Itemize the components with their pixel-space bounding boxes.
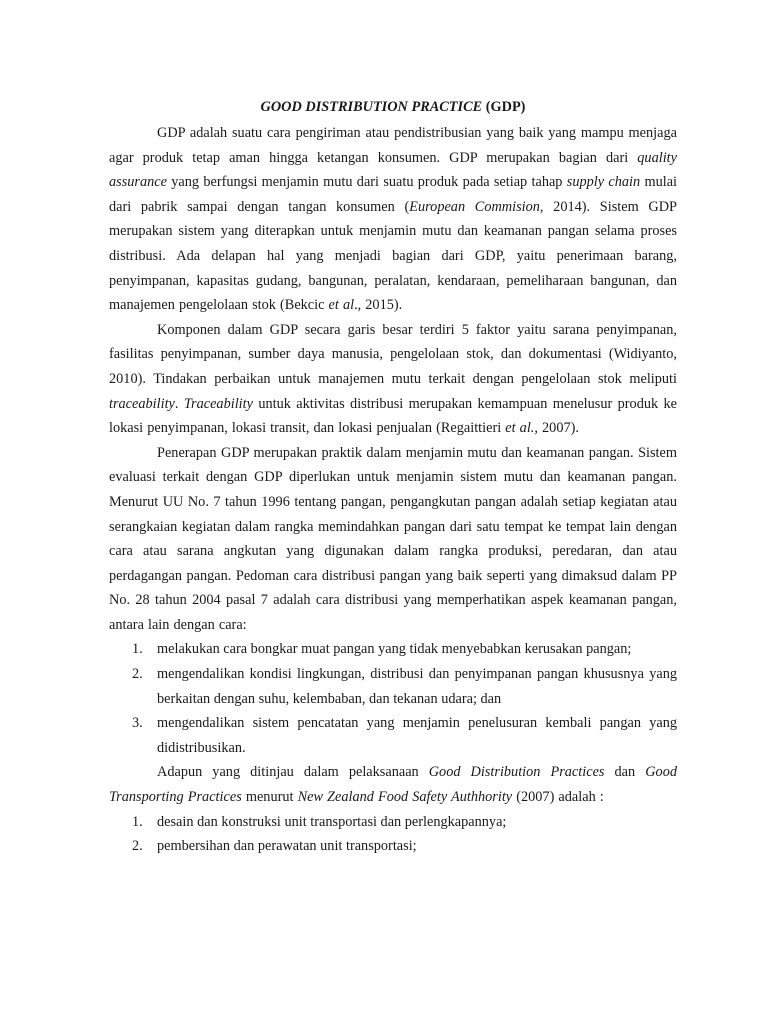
- list-item-number: 2.: [132, 838, 143, 855]
- list-item-text: melakukan cara bongkar muat pangan yang tidak menyebabkan kerusakan pangan;: [157, 641, 632, 658]
- list-item-number: 2.: [132, 666, 143, 683]
- text-run: GDP adalah suatu cara pengiriman atau pendistribusian yang baik yang mampu menjaga agar produk tetap aman hingga ketangan konsumen. GDP merupakan bagian dari: [109, 125, 677, 166]
- text-run: untuk aktivitas distribusi merupakan kemampuan menelusur produk ke lokasi penyimpanan, lokasi transit, dan lokasi penjualan (Regaittieri: [109, 395, 677, 437]
- italic-text-run: supply chain: [566, 174, 641, 191]
- list-item-number: 1.: [132, 641, 143, 658]
- italic-text-run: New Zealand Food Safety Authhority: [297, 789, 513, 806]
- list-item-text: mengendalikan sistem pencatatan yang menjamin penelusuran kembali pangan yang didistribusikan.: [157, 715, 677, 756]
- list-item-text: mengendalikan kondisi lingkungan, distribusi dan penyimpanan pangan khususnya yang berkaitan dengan suhu, kelembaban, dan tekanan udara; dan: [157, 666, 677, 707]
- text-run: mulai dari pabrik sampai dengan tangan konsumen (: [109, 174, 678, 215]
- italic-text-run: quality assurance: [109, 149, 677, 191]
- list-item: [109, 810, 677, 835]
- list-item-number: 1.: [132, 813, 143, 830]
- text-run: menurut: [241, 789, 298, 806]
- italic-text-run: Good Distribution Practices: [428, 764, 605, 781]
- italic-text-run: et al: [328, 297, 355, 314]
- text-run: dan: [604, 764, 646, 781]
- document-page: [109, 95, 677, 859]
- paragraph-4: [109, 760, 677, 809]
- document-title: [109, 95, 677, 119]
- list-item: [109, 711, 677, 760]
- italic-text-run: et al.,: [505, 420, 538, 437]
- italic-text-run: Good Transporting Practices: [109, 764, 677, 806]
- list-item-text: desain dan konstruksi unit transportasi dan perlengkapannya;: [157, 813, 507, 830]
- paragraph-1: [109, 121, 677, 318]
- list-item: [109, 637, 677, 662]
- paragraph-2: [109, 318, 677, 441]
- italic-text-run: European Commision: [409, 198, 540, 215]
- list-item: [109, 834, 677, 859]
- italic-text-run: Traceability: [183, 395, 253, 412]
- text-run: , 2014). Sistem GDP merupakan sistem yang diterapkan untuk menjamin mutu dan keamanan pangan selama proses distribusi. Ada delapan hal yang menjadi bagian dari GDP, yaitu penerimaan barang, penyimpanan, kapasitas gudang, bangunan, peralatan, kendaraan, pemeliharaan bangunan, dan manajemen pengelolaan stok (Bekcic: [109, 198, 677, 314]
- text-run: ., 2015).: [354, 297, 403, 314]
- text-run: .: [174, 395, 184, 412]
- text-run: 2007).: [537, 420, 579, 437]
- text-run: (2007) adalah :: [512, 789, 604, 806]
- text-run: Penerapan GDP merupakan praktik dalam menjamin mutu dan keamanan pangan. Sistem evaluasi terkait dengan GDP diperlukan untuk menjamin sistem mutu dan keamanan pangan. Menurut UU No. 7 tahun 1996 tentang pangan, pengangkutan pangan adalah setiap kegiatan atau serangkaian kegiatan dalam rangka memindahkan pangan dari satu tempat ke tempat lain dengan cara atau sarana angkutan yang digunakan dalam rangka produksi, peredaran, dan atau perdagangan pangan. Pedoman cara distribusi pangan yang baik seperti yang dimaksud dalam PP No. 28 tahun 2004 pasal 7 adalah cara distribusi yang memperhatikan aspek keamanan pangan, antara lain dengan cara:: [109, 444, 677, 633]
- review-scope-list: [109, 810, 677, 859]
- text-run: Komponen dalam GDP secara garis besar terdiri 5 faktor yaitu sarana penyimpanan, fasilitas penyimpanan, sumber daya manusia, pengelolaan stok, dan dokumentasi (Widiyanto, 2010). Tindakan perbaikan untuk manajemen mutu terkait dengan pengelolaan stok meliputi: [109, 321, 677, 387]
- text-run: Adapun yang ditinjau dalam pelaksanaan: [157, 764, 429, 781]
- italic-text-run: traceability: [109, 395, 175, 412]
- list-item: [109, 662, 677, 711]
- list-item-text: pembersihan dan perawatan unit transportasi;: [157, 838, 417, 855]
- distribution-method-list: [109, 637, 677, 760]
- paragraph-3: [109, 441, 677, 638]
- title-italic: GOOD DISTRIBUTION PRACTICE: [260, 99, 483, 115]
- list-item-number: 3.: [132, 715, 143, 732]
- title-abbrev: (GDP): [482, 99, 526, 115]
- text-run: yang berfungsi menjamin mutu dari suatu produk pada setiap tahap: [166, 174, 567, 191]
